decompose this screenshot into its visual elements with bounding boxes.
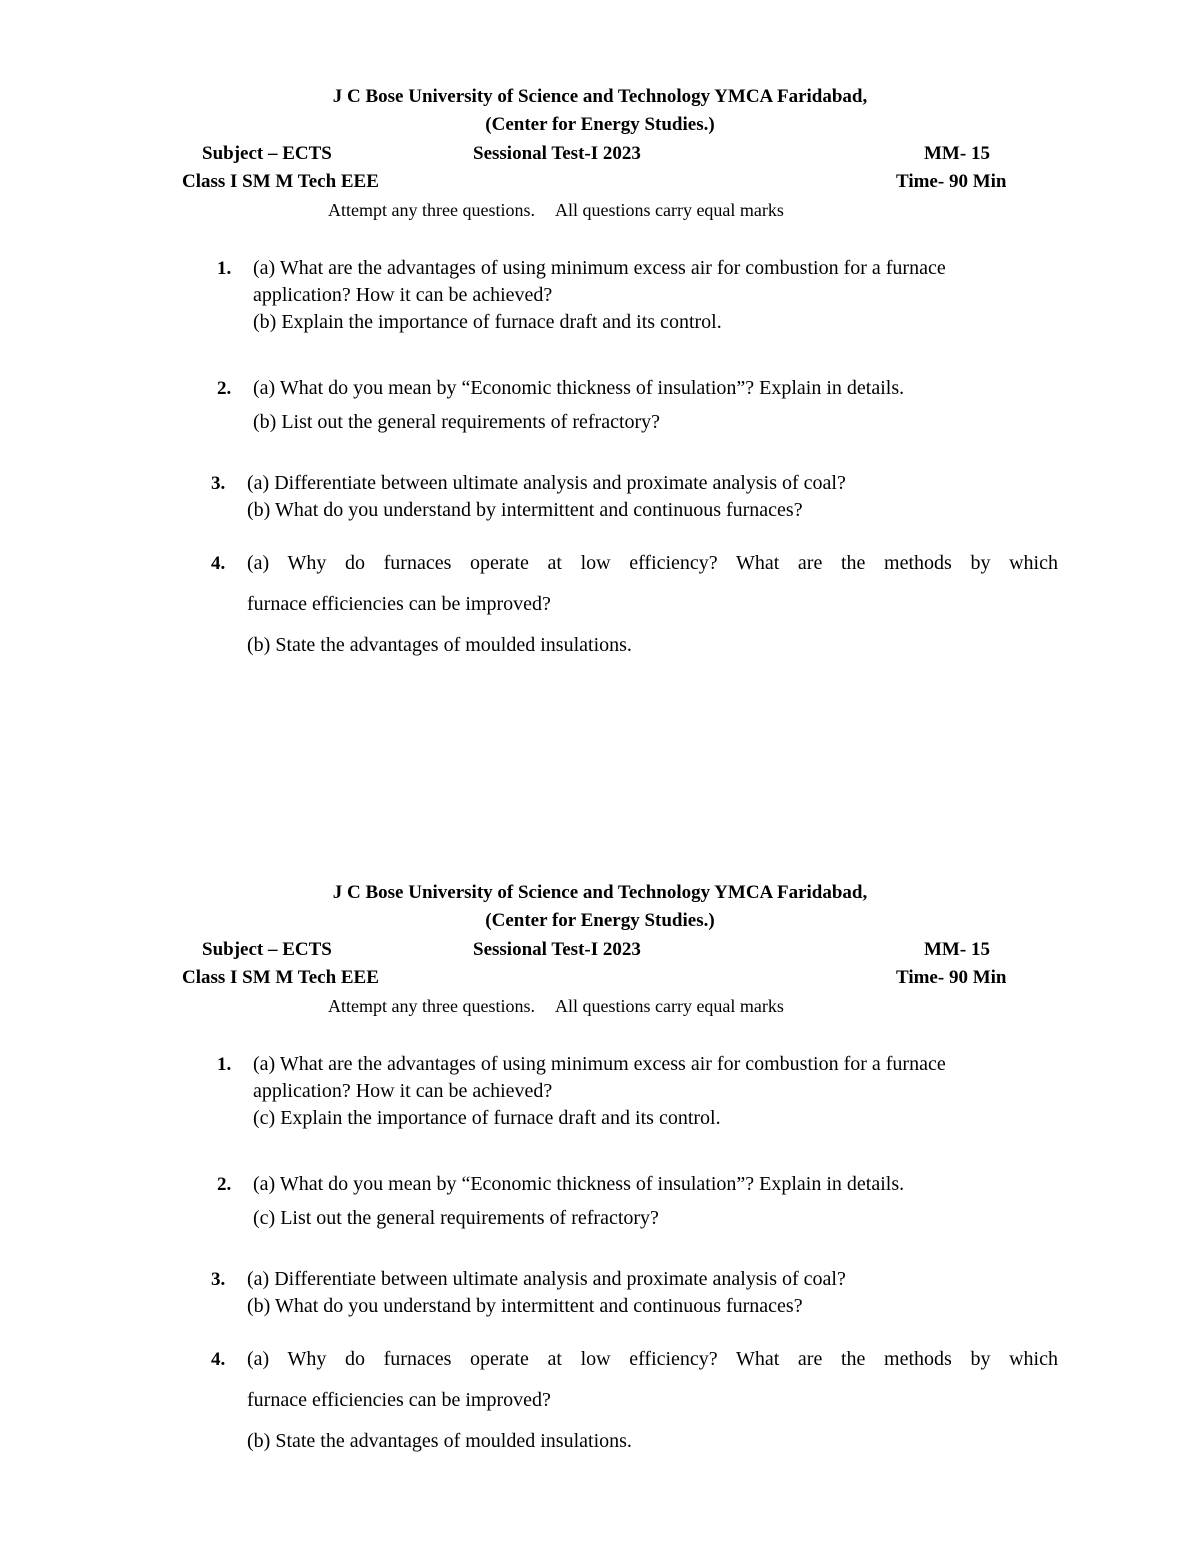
question-line: (b) List out the general requirements of refractory? — [253, 411, 661, 433]
question-line: (a) Why do furnaces operate at low efficiency? What are the methods by which — [247, 1348, 1058, 1370]
university-name: J C Bose University of Science and Technology YMCA Faridabad, — [332, 86, 868, 107]
question-number: 2. — [217, 1174, 232, 1195]
question-number: 3. — [211, 473, 226, 494]
question-number: 2. — [217, 378, 232, 399]
max-marks: MM- 15 — [924, 143, 990, 164]
question-line: furnace efficiencies can be improved? — [247, 1389, 551, 1411]
instructions — [328, 200, 784, 221]
question-line: (a) Differentiate between ultimate analysis and proximate analysis of coal? — [247, 472, 846, 494]
center-name: (Center for Energy Studies.) — [485, 910, 715, 931]
question-number: 4. — [211, 553, 226, 574]
center-name: (Center for Energy Studies.) — [485, 114, 715, 135]
instruction-marks: All questions carry equal marks — [554, 996, 784, 1016]
question-line: (b) State the advantages of moulded insulations. — [247, 634, 632, 656]
question-number: 3. — [211, 1269, 226, 1290]
university-name: J C Bose University of Science and Technology YMCA Faridabad, — [332, 882, 868, 903]
max-marks: MM- 15 — [924, 939, 990, 960]
question-paper-1 — [0, 0, 1200, 700]
time-label: Time- 90 Min — [896, 967, 1007, 988]
question-line: (a) What do you mean by “Economic thickness of insulation”? Explain in details. — [253, 377, 905, 399]
question-line: (a) Differentiate between ultimate analysis and proximate analysis of coal? — [247, 1268, 846, 1290]
question-line: application? How it can be achieved? — [253, 284, 553, 306]
instruction-marks: All questions carry equal marks — [554, 200, 784, 220]
question-line: furnace efficiencies can be improved? — [247, 593, 551, 615]
test-name: Sessional Test-I 2023 — [473, 143, 641, 164]
question-line: (a) What are the advantages of using minimum excess air for combustion for a furnace — [253, 257, 946, 279]
question-line: (a) What do you mean by “Economic thickness of insulation”? Explain in details. — [253, 1173, 905, 1195]
question-line: (b) State the advantages of moulded insulations. — [247, 1430, 632, 1452]
subject-label: Subject – ECTS — [202, 143, 332, 164]
question-line: (b) What do you understand by intermittent and continuous furnaces? — [247, 499, 803, 521]
question-paper-2 — [0, 796, 1200, 1496]
question-line: (c) Explain the importance of furnace draft and its control. — [253, 1107, 721, 1129]
test-name: Sessional Test-I 2023 — [473, 939, 641, 960]
instruction-attempt: Attempt any three questions. — [328, 200, 535, 220]
question-line: (b) Explain the importance of furnace draft and its control. — [253, 311, 722, 333]
question-line: (c) List out the general requirements of refractory? — [253, 1207, 659, 1229]
class-label: Class I SM M Tech EEE — [182, 967, 379, 988]
question-number: 1. — [217, 258, 232, 279]
question-line: (b) What do you understand by intermittent and continuous furnaces? — [247, 1295, 803, 1317]
question-line: application? How it can be achieved? — [253, 1080, 553, 1102]
question-line: (a) Why do furnaces operate at low efficiency? What are the methods by which — [247, 552, 1058, 574]
question-line: (a) What are the advantages of using minimum excess air for combustion for a furnace — [253, 1053, 946, 1075]
subject-label: Subject – ECTS — [202, 939, 332, 960]
instruction-attempt: Attempt any three questions. — [328, 996, 535, 1016]
question-number: 4. — [211, 1349, 226, 1370]
instructions — [328, 996, 784, 1017]
question-number: 1. — [217, 1054, 232, 1075]
class-label: Class I SM M Tech EEE — [182, 171, 379, 192]
time-label: Time- 90 Min — [896, 171, 1007, 192]
